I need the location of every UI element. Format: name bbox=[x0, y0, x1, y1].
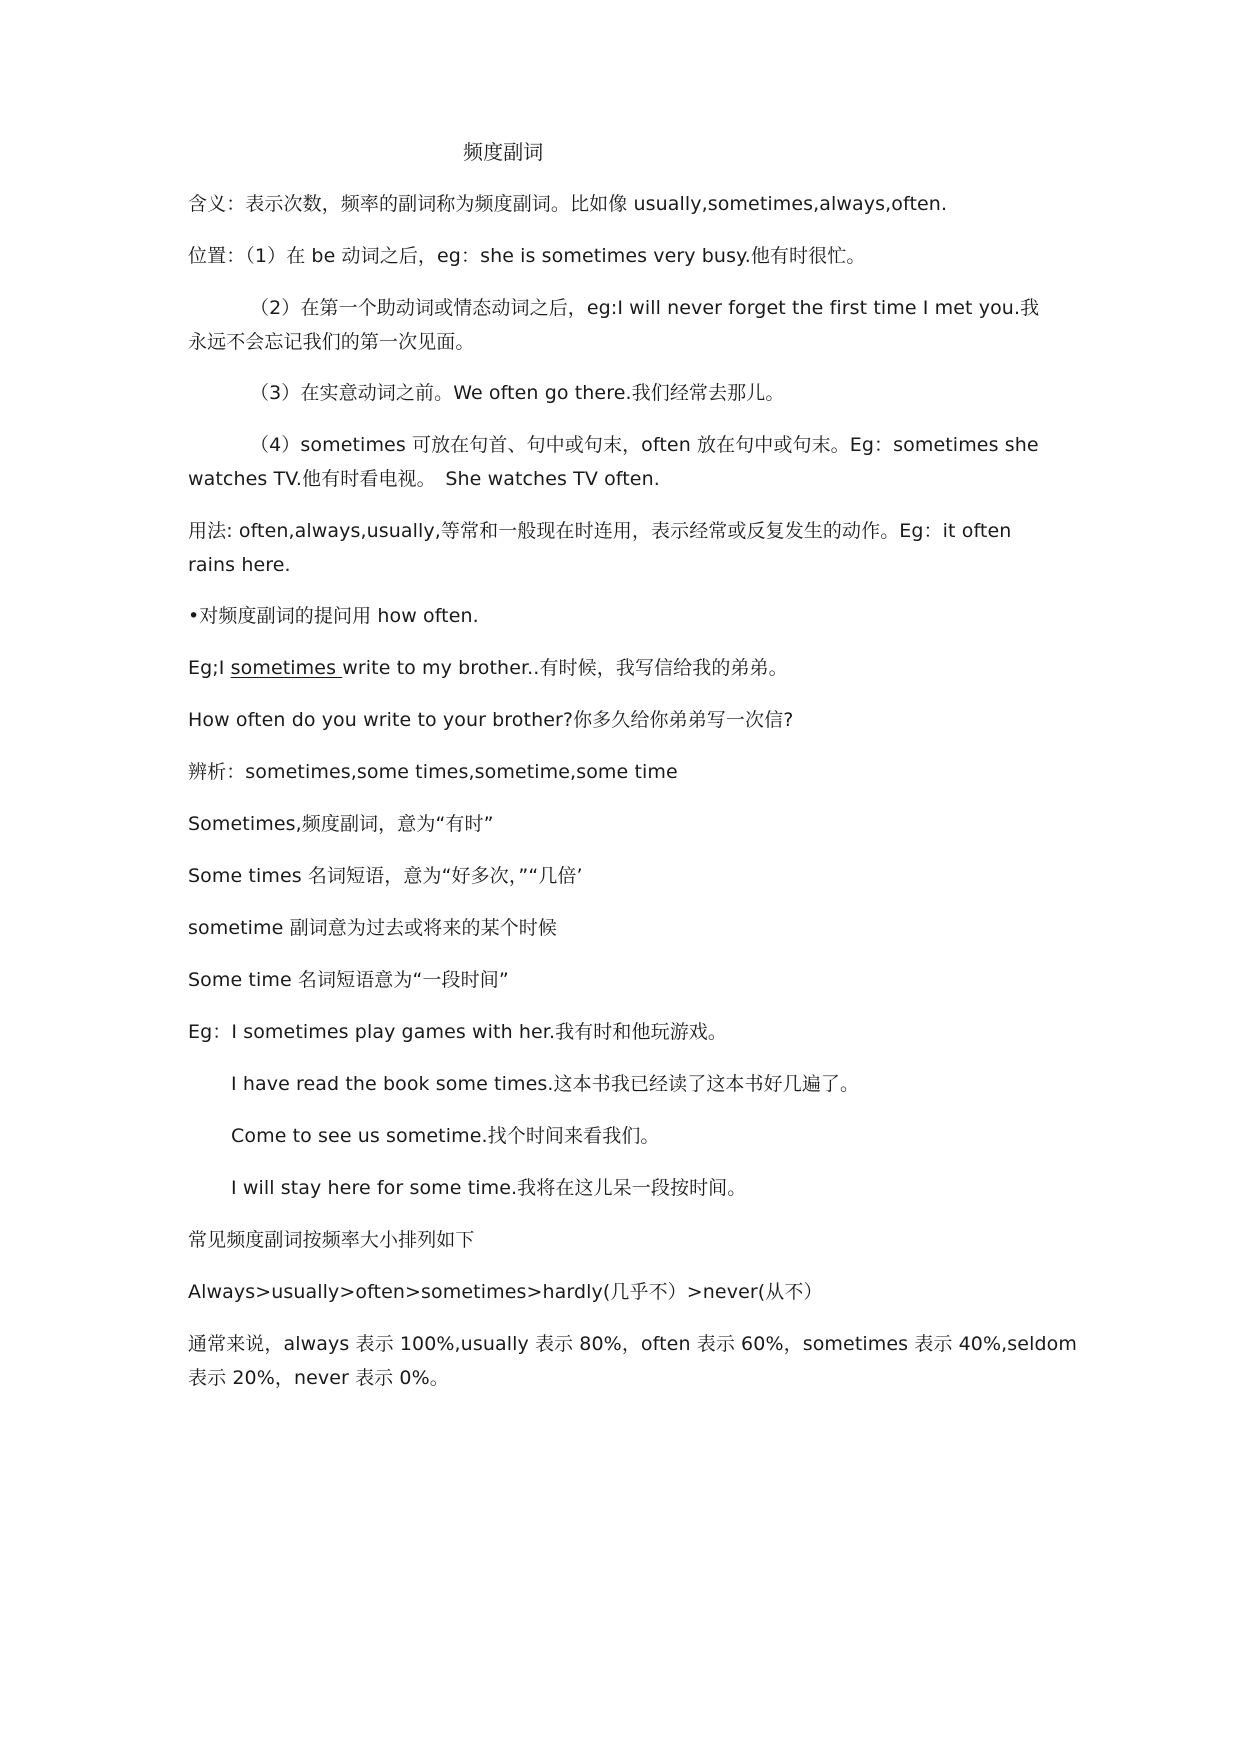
example-prefix: Eg;I bbox=[188, 657, 231, 679]
definition-line: 含义：表示次数，频率的副词称为频度副词。比如像 usually,sometimes,always,often. bbox=[188, 193, 948, 215]
percentage-line-1: 通常来说，always 表示 100%,usually 表示 80%，often 表示 60%，sometimes 表示 40%,seldom bbox=[188, 1333, 1077, 1355]
analysis-heading: 辨析：sometimes,some times,sometime,some time bbox=[188, 761, 678, 783]
position-rule-2-line-1: （2）在第一个助动词或情态动词之后，eg:I will never forget the first time I met you.我 bbox=[250, 297, 1040, 319]
example-1: Eg：I sometimes play games with her.我有时和他玩游戏。 bbox=[188, 1021, 727, 1043]
definition-some-time: Some time 名词短语意为“一段时间” bbox=[188, 969, 509, 991]
position-rule-3: （3）在实意动词之前。We often go there.我们经常去那儿。 bbox=[250, 382, 785, 404]
definition-some-times: Some times 名词短语，意为“好多次，”“几倍’ bbox=[188, 865, 583, 887]
ranking-heading: 常见频度副词按频率大小排列如下 bbox=[188, 1229, 475, 1251]
document-title: 频度副词 bbox=[463, 140, 544, 164]
example-3: Come to see us sometime.找个时间来看我们。 bbox=[231, 1125, 660, 1147]
example-2: I have read the book some times.这本书我已经读了这本书好几遍了。 bbox=[231, 1073, 860, 1095]
example-underlined-word: sometimes bbox=[230, 657, 343, 679]
definition-sometimes: Sometimes,频度副词，意为“有时” bbox=[188, 813, 494, 835]
position-rule-2-line-2: 永远不会忘记我们的第一次见面。 bbox=[188, 331, 475, 353]
percentage-line-2: 表示 20%，never 表示 0%。 bbox=[188, 1367, 449, 1389]
definition-sometime: sometime 副词意为过去或将来的某个时候 bbox=[188, 917, 557, 939]
example-sentence bbox=[188, 655, 1058, 681]
position-rule-1: 位置：（1）在 be 动词之后，eg：she is sometimes very busy.他有时很忙。 bbox=[188, 245, 866, 267]
example-question: How often do you write to your brother?你多久给你弟弟写一次信? bbox=[188, 709, 794, 731]
example-4: I will stay here for some time.我将在这儿呆一段按时间。 bbox=[231, 1177, 747, 1199]
usage-line-2: rains here. bbox=[188, 554, 291, 576]
position-rule-4-line-2: watches TV.他有时看电视。 She watches TV often. bbox=[188, 468, 660, 490]
position-rule-4-line-1: （4）sometimes 可放在句首、句中或句末，often 放在句中或句末。Eg：sometimes she bbox=[250, 434, 1039, 456]
ranking-line: Always>usually>often>sometimes>hardly(几乎不）>never(从不） bbox=[188, 1281, 823, 1303]
question-note: •对频度副词的提问用 how often. bbox=[188, 605, 479, 627]
example-suffix: write to my brother..有时候，我写信给我的弟弟。 bbox=[342, 657, 788, 679]
usage-line-1: 用法: often,always,usually,等常和一般现在时连用，表示经常或反复发生的动作。Eg：it often bbox=[188, 520, 1012, 542]
